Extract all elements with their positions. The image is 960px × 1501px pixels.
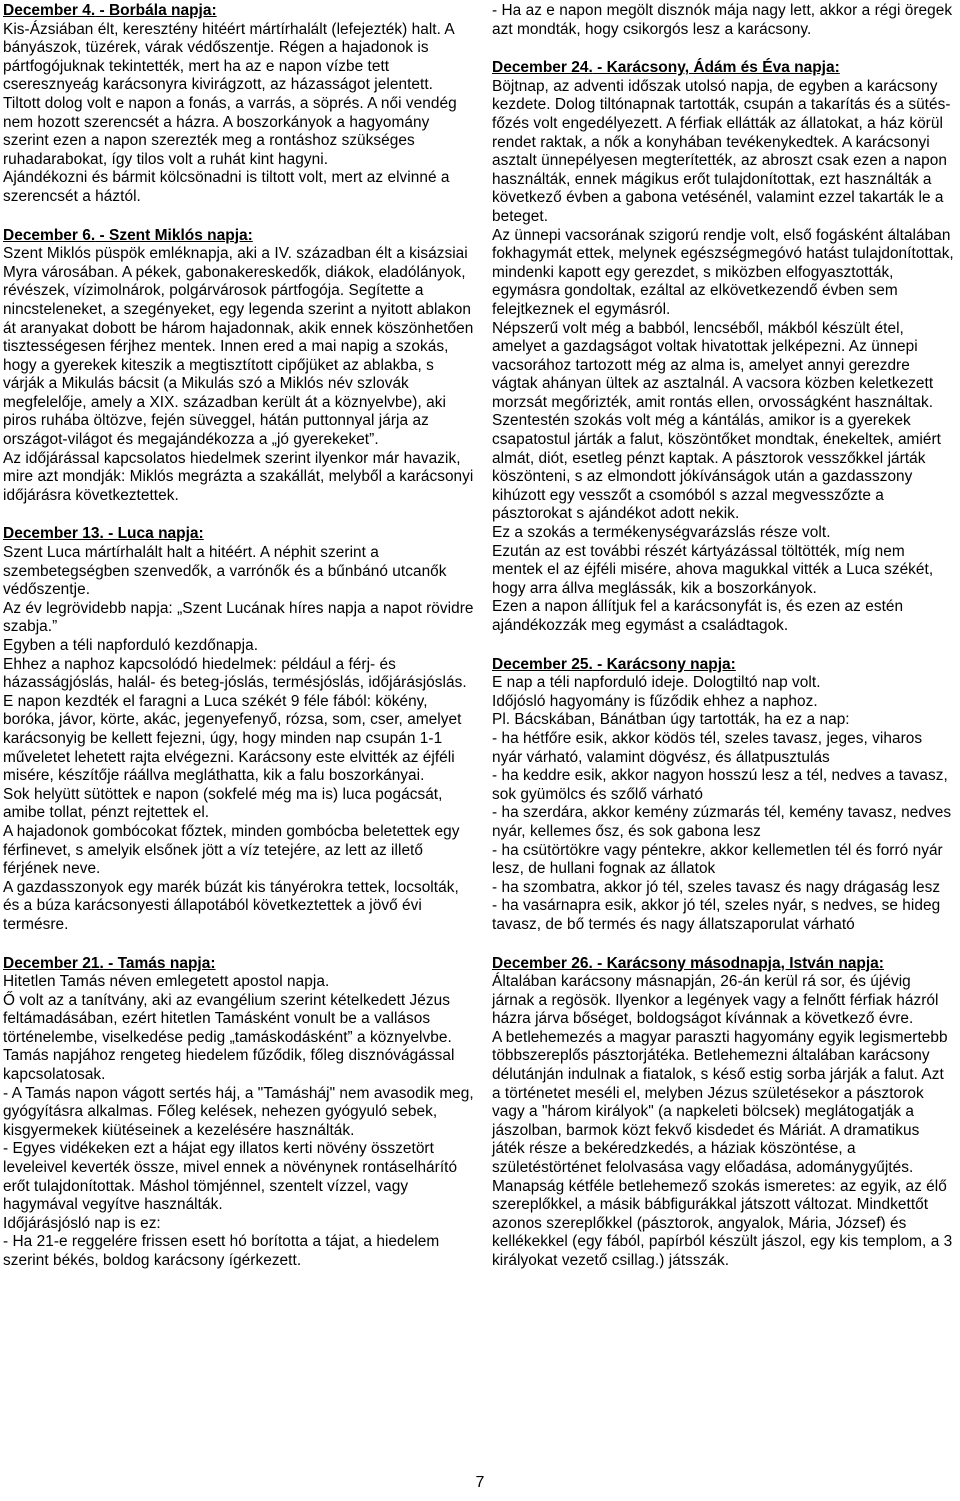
paragraph: Hitetlen Tamás néven emlegetett apostol napja.: [3, 973, 330, 991]
section-spacer: [492, 39, 954, 57]
section-december-25: [492, 654, 954, 935]
section-december-13: [3, 523, 477, 934]
section-heading: [492, 654, 954, 675]
paragraph: Időjósló hagyomány is fűződik ehhez a naphoz.: [492, 692, 818, 710]
paragraph: Szent Luca mártírhalált halt a hitéért. A néphit szerint a szembetegségben szenvedők, a varrónők és a bűnbánó utcanők védőszentje.: [3, 544, 447, 599]
paragraph: Ezen a napon állítjuk fel a karácsonyfát is, és ezen az estén ajándékozzák meg egymást a családtagok.: [492, 598, 904, 634]
section-heading: [3, 225, 477, 246]
heading-title: - Karácsony napja:: [592, 655, 736, 673]
paragraph: - ha vasárnapra esik, akkor jó tél, szeles nyár, s nedves, se hideg tavasz, de bő termés és nagy állatszaporulat várható: [492, 897, 941, 933]
paragraph: E nap a téli napforduló ideje. Dologtiltó nap volt.: [492, 674, 821, 692]
paragraph: - Ha 21-e reggelére frissen esett hó borította a tájat, a hiedelem szerint békés, boldog karácsony ígérkezett.: [3, 1233, 440, 1269]
paragraph: - ha hétfőre esik, akkor ködös tél, szeles tavasz, jeges, viharos nyár várható, valamint dögvész, és állatpusztulás: [492, 729, 923, 766]
heading-date: December 25.: [492, 655, 593, 673]
section-heading: [3, 0, 477, 21]
paragraph: Tiltott dolog volt e napon a fonás, a varrás, a söprés. A női vendég nem hozott szerencsét a házra. A boszorkányok a hagyomány szerint ezen a napon szerezték meg a rontáshoz szükséges ruhadarabokat, így tilos volt a ruhát kint hagyni.: [3, 94, 457, 168]
heading-date: December 24.: [492, 59, 593, 77]
paragraph: Az időjárással kapcsolatos hiedelmek szerint ilyenkor már havazik, mire azt mondják: Miklós megrázta a szakállát, melyből a karácsonyi időjárásra következtettek.: [3, 449, 474, 504]
heading-date: December 4.: [3, 2, 96, 19]
left-column: [3, 0, 477, 1271]
heading-date: December 13.: [3, 525, 104, 543]
heading-title: - Borbála napja:: [95, 2, 217, 19]
paragraph: A hajadonok gombócokat főztek, minden gombócba beletettek egy férfinevet, s amelyik elsőnek jött a víz tetejére, az lett az illető férjének neve.: [3, 822, 460, 878]
paragraph: Ezután az est további részét kártyázással töltötték, míg nem mentek el az éjféli misére, ahova magukkal vitték a Luca székét, hogy arra állva meglássák, kik a boszorkányok.: [492, 542, 934, 597]
paragraph: - Egyes vidékeken ezt a hájat egy illatos kerti növény összetört leveleivel keverték össze, mivel ennek a növénynek rontáselhárító erőt tulajdonítottak. Máshol tömjénnel, szentelt vízzel, vagy hagymával vegyítve használták.: [3, 1140, 458, 1214]
heading-date: December 6.: [3, 226, 96, 244]
page-number: 7: [475, 1474, 485, 1491]
paragraph: Tamás napjához rengeteg hiedelem fűződik, főleg disznóvágással kapcsolatosak.: [3, 1047, 455, 1084]
heading-title: - Karácsony másodnapja, István napja:: [592, 954, 884, 972]
paragraph: - ha csütörtökre vagy péntekre, akkor kellemetlen tél és forró nyár lesz, de hullani fognak az állatok: [492, 841, 943, 878]
paragraph: - ha szerdára, akkor kemény zúzmarás tél, kemény tavasz, nedves nyár, kellemes ősz, és sok gabona lesz: [492, 804, 952, 840]
heading-title: - Tamás napja:: [103, 954, 216, 972]
paragraph: Kis-Ázsiában élt, keresztény hitéért mártírhalált (lefejezték) halt. A bányászok, tüzérek, várak védőszentje. Régen a hajadonok is pártfogójuknak tekintették, mert ha az e napon vízbe tett cseresznyeág karácsonyra kivirágzott, az házasságot jelentett.: [3, 20, 454, 94]
paragraph: - Ha az e napon megölt disznók mája nagy lett, akkor a régi öregek azt mondták, hogy csikorgós lesz a karácsony.: [492, 2, 953, 38]
paragraph: Az év legrövidebb napja: „Szent Lucának híres napja a napot rövidre szabja.”: [3, 599, 474, 636]
section-continuation: [492, 0, 954, 39]
heading-title: - Karácsony, Ádám és Éva napja:: [592, 59, 840, 77]
section-december-24: [492, 57, 954, 635]
paragraph: Egyben a téli napforduló kezdőnapja.: [3, 637, 259, 654]
paragraph: Általában karácsony másnapján, 26-án kerül rá sor, és újévig járnak a regösök. Ilyenkor a legények vagy a felnőtt férfiak házról házra járva bőséget, boldogságot kívánnak a következő évre.: [492, 973, 939, 1028]
section-spacer: [3, 935, 477, 953]
section-heading: [492, 953, 954, 974]
paragraph: - A Tamás napon vágott sertés háj, a "Tamásháj" nem avasodik meg, gyógyításra alkalmas. Főleg kelések, nehezen gyógyuló sebek, kisgyermekek kiütéseinek a kezelésére használták.: [3, 1084, 474, 1139]
paragraph: Böjtnap, az adventi időszak utolsó napja, de egyben a karácsony kezdete. Dolog tiltónapnak tartották, csupán a takarítás és a sütés-főzés volt engedélyezett. A férfiak ellátták az állatokat, a ház körül rendet raktak, a nők a konyhában tevékenykedtek. A karácsonyi asztalt ünnepélyesen megterítették, az abroszt csak ezen a napon használták, ennek mágikus erőt tulajdonítottak, ezt használták a következő évben a gabona vetésénél, valamint ezzel takarták le a beteget.: [492, 77, 951, 225]
section-december-6: [3, 225, 477, 506]
section-heading: [3, 523, 477, 544]
paragraph: Ehhez a naphoz kapcsolódó hiedelmek: például a férj- és házasságjóslás, halál- és beteg-jóslás, termésjóslás, időjárásjóslás.: [3, 655, 467, 692]
paragraph: A gazdasszonyok egy marék búzát kis tányérokra tettek, locsolták, és a búza karácsonyesti állapotából következtettek a jövő évi termésre.: [3, 878, 459, 933]
paragraph: Pl. Bácskában, Bánátban úgy tartották, ha ez a nap:: [492, 711, 850, 729]
section-spacer: [492, 935, 954, 953]
paragraph: Szentestén szokás volt még a kántálás, amikor is a gyerekek csapatostul járták a falut, köszöntőket mondtak, énekeltek, amiért almát, diót, esetleg pénzt kaptak. A pásztorok vesszőkkel járták köszönteni, s az elmondott jókívánságok után a gazdasszony kihúzott egy vesszőt a csomóból s azzal megvesszőzte a pásztorokat s ajándékot adott nekik.: [492, 412, 942, 523]
section-december-26: [492, 953, 954, 1271]
right-column: [492, 0, 954, 1271]
section-heading: [492, 57, 954, 78]
paragraph: - ha keddre esik, akkor nagyon hosszú lesz a tél, nedves a tavasz, sok gyümölcs és szőlő várható: [492, 767, 948, 803]
section-heading: [3, 953, 477, 974]
heading-date: December 21.: [3, 954, 104, 972]
section-spacer: [492, 636, 954, 654]
paragraph: Szent Miklós püspök emléknapja, aki a IV. században élt a kisázsiai Myra városában. A pékek, gabonakereskedők, diákok, eladólányok, révészek, vízimolnárok, polgárvárosok pártfogója. Segítette a nincsteleneket, a szegényeket, egy legenda szerint a nyitott ablakon át aranyakat dobott be három hajadonnak, akik ennek köszönhetően tisztességesen férjhez mentek. Innen ered a mai napig a szokás, hogy a gyerekek kiteszik a megtisztított cipőjüket az ablakba, s várják a Mikulás bácsit (a Mikulás szó a Miklós név szlovák megfelelője, amely a XIX. században került át a köznyelvbe), aki piros ruhába öltözve, fején süveggel, hátán puttonnyal járja az országot-világot és megajándékozza a „jó gyerekeket”.: [3, 245, 474, 449]
paragraph: Az ünnepi vacsorának szigorú rendje volt, első fogásként általában fokhagymát ettek, melynek egészségmegóvó hatást tulajdonítottak, mindenki kapott egy gerezdet, s miközben elfogyasztották, egymásra gondoltak, ezáltal az elkövetkezendő évben sem felejtkeznek el egymásról.: [492, 226, 954, 318]
paragraph: Ő volt az a tanítvány, aki az evangélium szerint kételkedett Jézus feltámadásában, ezért hitetlen Tamásként vonult be a vallásos történelembe, viselkedése pedig „tamáskodásként” a köznyelvbe.: [3, 991, 452, 1046]
paragraph: Időjárásjósló nap is ez:: [3, 1214, 161, 1232]
paragraph: Sok helyütt sütöttek e napon (sokfelé még ma is) luca pogácsát, amibe tollat, pénzt rejtettek el.: [3, 785, 443, 822]
paragraph: Ajándékozni és bármit kölcsönadni is tiltott volt, mert az elvinné a szerencsét a háztól.: [3, 169, 450, 205]
paragraph: Népszerű volt még a babból, lencséből, mákból készült étel, amelyet a gazdagságot voltak hivatottak jelképezni. Az ünnepi vacsorához tartozott még az alma is, amelyet annyi gerezdre vágtak ahányan ültek az asztalnál. A vacsora közben keletkezett morzsát megőrizték, amit rontás ellen, orvosságként használtak.: [492, 319, 934, 411]
paragraph: E napon kezdték el faragni a Luca székét 9 féle fából: kökény, boróka, jávor, körte, akác, jegenyefenyő, rózsa, som, cser, amelyet karácsonyig be kellett fejezni, úgy, hogy minden nap csupán 1-1 műveletet lehetett rajta elvégezni. Karácsony este elvitték az éjféli misére, készítője ráállva megláthatta, kik a falu boszorkányai.: [3, 692, 462, 785]
heading-title: - Luca napja:: [103, 525, 204, 543]
section-december-21: [3, 953, 477, 1271]
paragraph: Manapság kétféle betlehemező szokás ismeretes: az egyik, az élő szereplőkkel, a másik bábfigurákkal játszott változat. Mindkettőt azonos szereplőkkel (pásztorok, angyalok, Mária, József) és kellékekkel (egy fából, papírból készült jászol, egy kis templom, a 3 királyokat vezető csillag.) játsszák.: [492, 1177, 953, 1269]
heading-title: - Szent Miklós napja:: [95, 226, 253, 244]
paragraph: Ez a szokás a termékenységvarázslás része volt.: [492, 524, 831, 542]
heading-date: December 26.: [492, 954, 593, 972]
section-spacer: [3, 207, 477, 225]
paragraph: A betlehemezés a magyar paraszti hagyomány egyik legismertebb többszereplős pásztorjátéka. Betlehemezni általában karácsony délutánján indulnak a fiatalok, s késő estig sorba járják a falut. Azt a történetet meséli el, melyben Jézus születésekor a pásztorok vagy a "három királyok" (a napkeleti bölcsek) meglátogatják a jászolban, barmok közt fekvő kisdedet és Máriát. A dramatikus játék része a bekéredzkedés, a háziak köszöntése, a születéstörténet felolvasása vagy előadása, adománygyűjtés.: [492, 1028, 948, 1177]
section-december-4: [3, 0, 477, 207]
section-spacer: [3, 505, 477, 523]
paragraph: - ha szombatra, akkor jó tél, szeles tavasz és nagy drágaság lesz: [492, 878, 941, 896]
